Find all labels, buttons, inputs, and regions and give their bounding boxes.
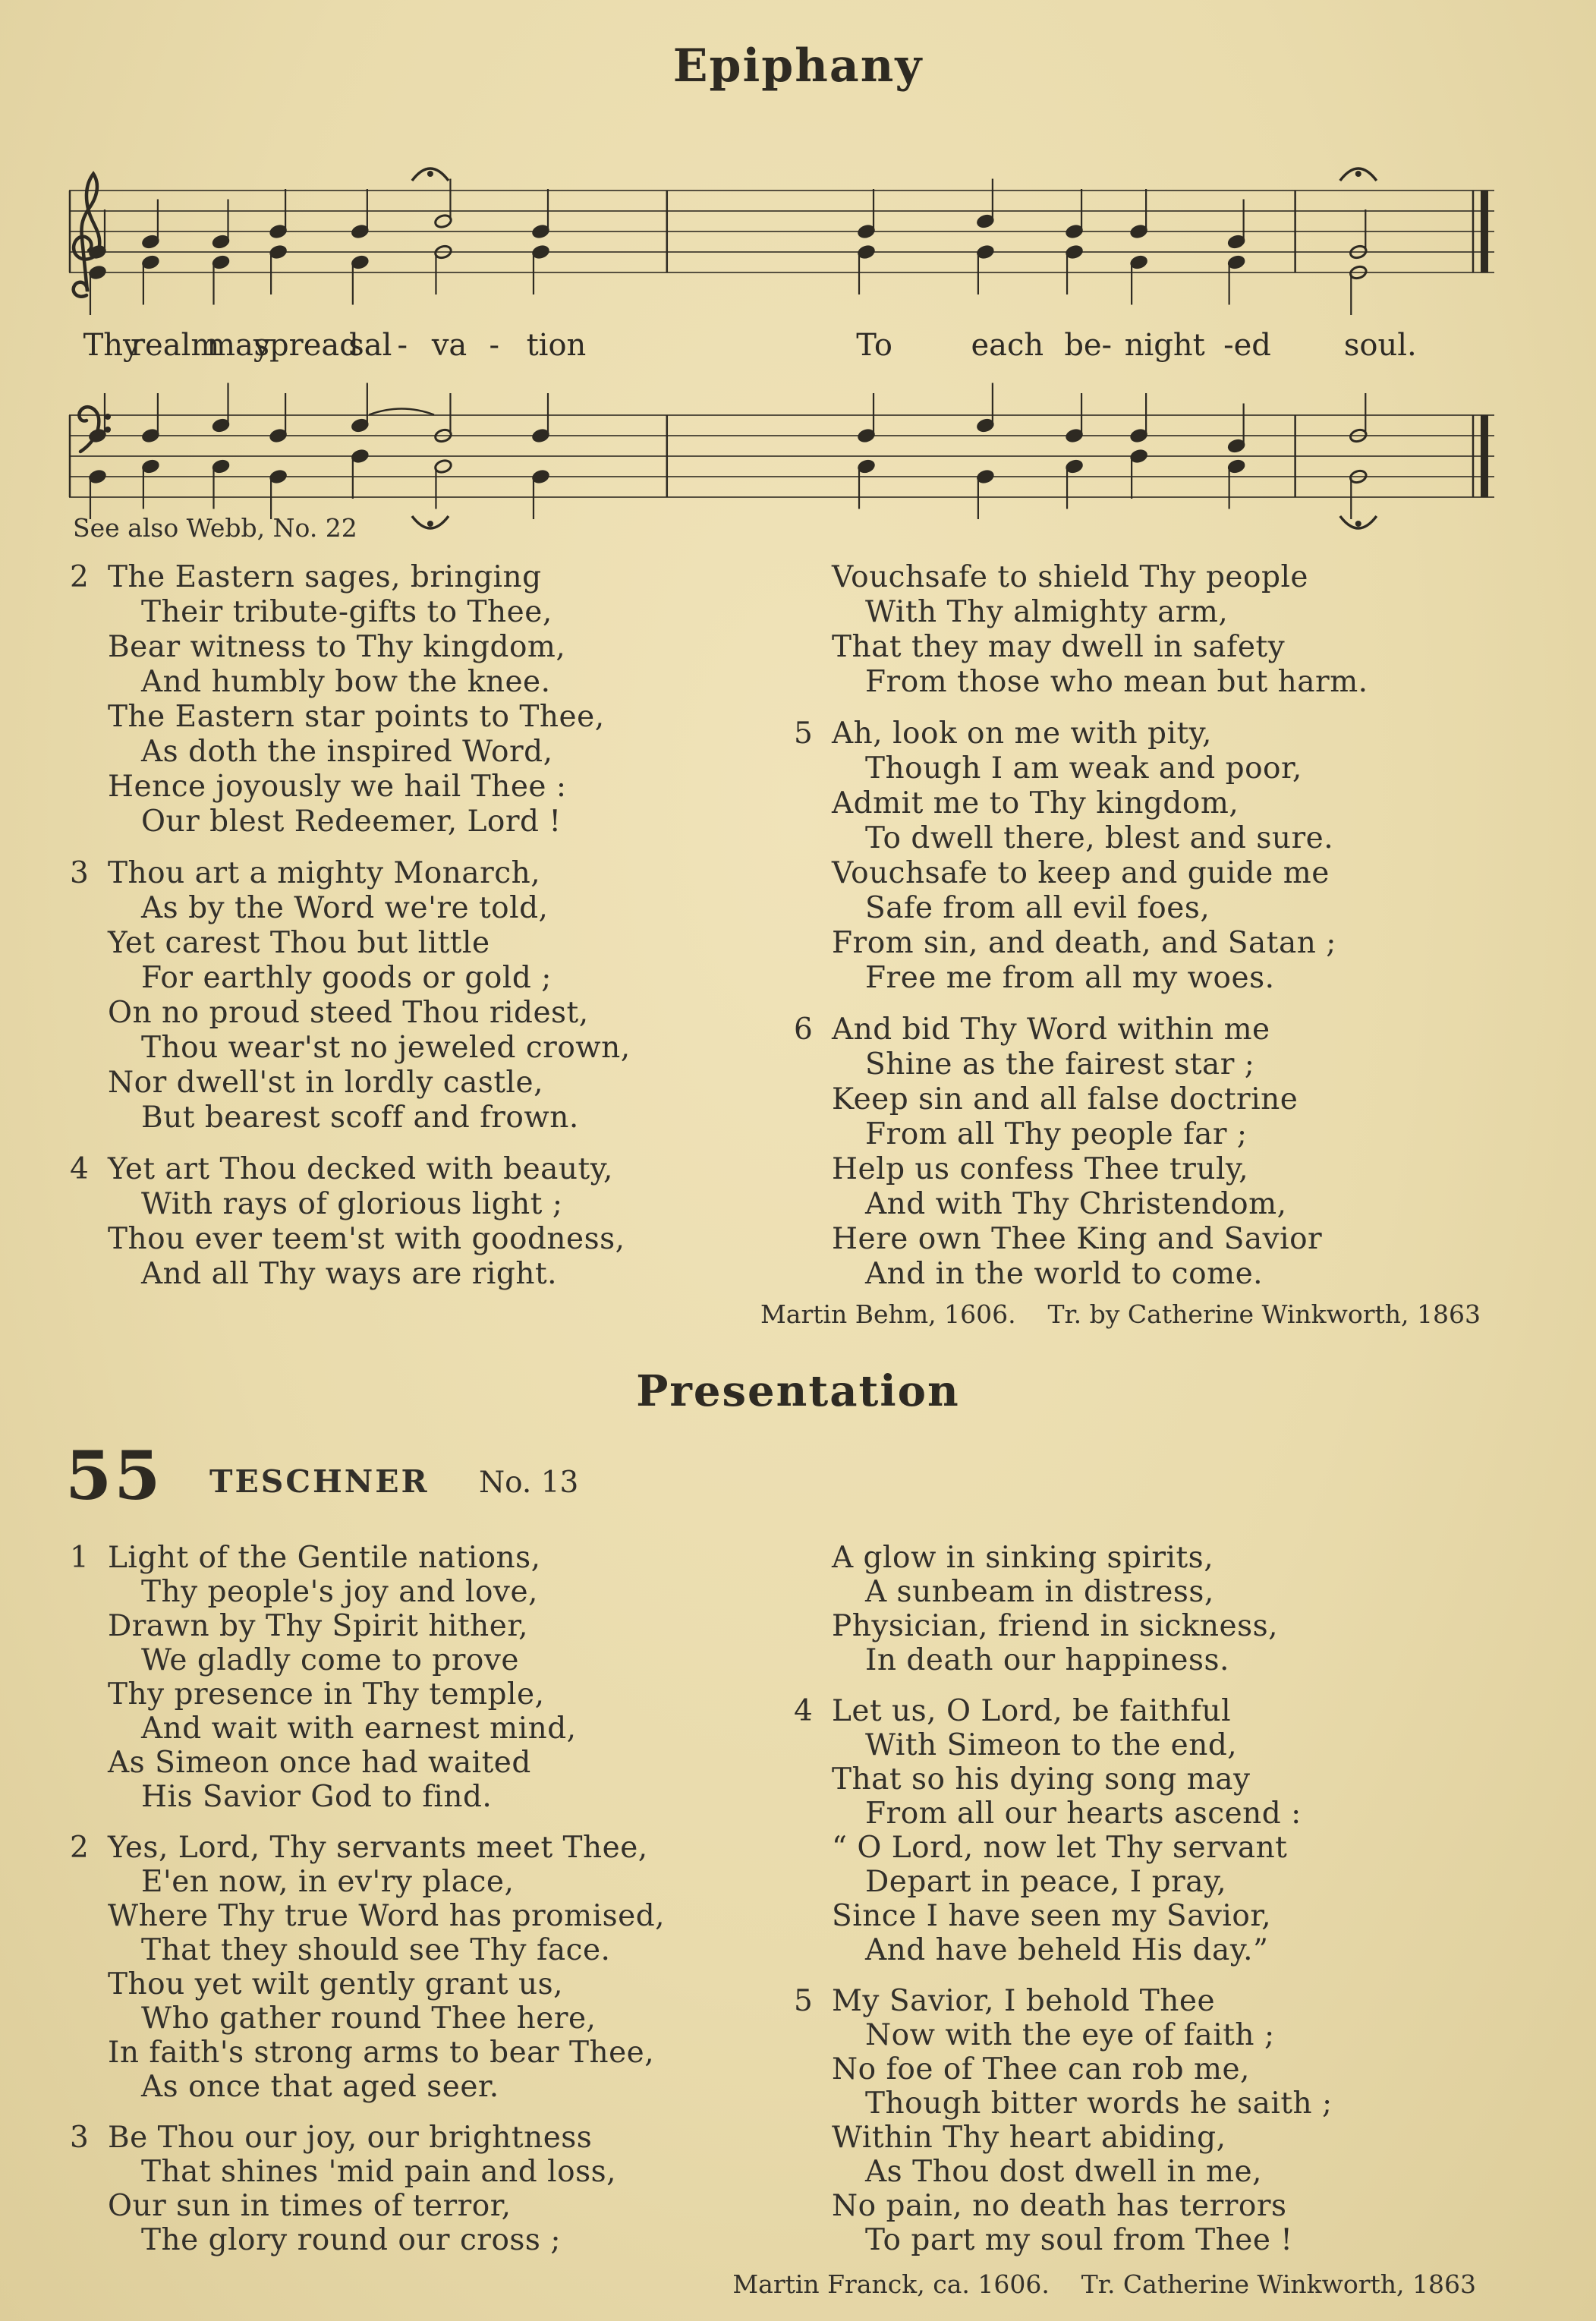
note-event (434, 179, 452, 295)
verse-line: Since I have seen my Savior, (832, 1899, 1272, 1933)
verse-number: 5 (794, 1984, 814, 2018)
note-event (88, 209, 106, 315)
hymn55-left-column (70, 1541, 792, 2274)
lyric-syllable: - (397, 328, 408, 363)
verse-line: Where Thy true Word has promised, (108, 1899, 666, 1933)
verse-line: As Simeon once had waited (108, 1746, 531, 1780)
see-also-note: See also Webb, No. 22 (73, 513, 357, 543)
lyric-syllable: each (971, 328, 1044, 363)
verse-line: Our sun in times of terror, (108, 2189, 512, 2223)
verse-line: Safe from all evil foes, (865, 891, 1210, 925)
note-event (1065, 189, 1083, 294)
verse-line: Free me from all my woes. (865, 961, 1275, 995)
final-barline-thick (1481, 191, 1488, 272)
verse-line: As by the Word we're told, (141, 891, 549, 925)
hymn1-attribution: Martin Behm, 1606. Tr. by Catherine Winkworth, 1863 (760, 1299, 1481, 1329)
bass-clef-dot (105, 427, 111, 433)
lyric-syllable: may (206, 328, 271, 363)
verse-line: For earthly goods or gold ; (141, 961, 552, 995)
hymn55-attribution: Martin Franck, ca. 1606. Tr. Catherine Winkworth, 1863 (732, 2269, 1476, 2299)
verse-line: A sunbeam in distress, (865, 1575, 1214, 1609)
verse-line: To dwell there, blest and sure. (865, 821, 1334, 855)
verse-line: Their tribute-gifts to Thee, (141, 595, 552, 629)
final-barline-thick (1481, 415, 1488, 497)
verse-line: As doth the inspired Word, (141, 735, 553, 769)
note-event (1065, 393, 1083, 509)
hymn-number: 55 (65, 1436, 163, 1515)
verse-line: From all Thy people far ; (865, 1117, 1248, 1151)
bass-clef-dot (105, 414, 111, 420)
verse-line: Physician, friend in sickness, (832, 1609, 1279, 1643)
lyric-syllable: soul. (1343, 328, 1417, 363)
verse (70, 1831, 792, 2104)
verse-line: That they may dwell in safety (832, 630, 1286, 664)
verse-line: In death our happiness. (865, 1643, 1229, 1677)
verse (794, 1541, 1560, 1677)
lyric-syllable: -ed (1223, 328, 1271, 363)
music-score (65, 149, 1499, 574)
verse-number: 4 (70, 1152, 90, 1186)
verse-number: 2 (70, 560, 90, 594)
verse-line: We gladly come to prove (141, 1643, 519, 1677)
note-event (976, 383, 994, 520)
verse-line: Though bitter words he saith ; (865, 2086, 1333, 2121)
verse-line: And have beheld His day.” (865, 1933, 1269, 1967)
lyric-syllable: be (1064, 328, 1102, 363)
verse-number: 3 (70, 856, 90, 890)
verse-line: From those who mean but harm. (865, 665, 1368, 699)
lyric-syllable: tion (526, 328, 587, 363)
verse-line: And wait with earnest mind, (141, 1712, 577, 1746)
verse-number: 5 (794, 716, 814, 751)
verse-line: Drawn by Thy Spirit hither, (108, 1609, 529, 1643)
hymn55-right-column (794, 1541, 1560, 2274)
verse (70, 1152, 792, 1292)
verse-number: 4 (794, 1694, 814, 1728)
fermata-icon (412, 516, 449, 528)
fermata-icon (1340, 516, 1377, 528)
verse (794, 716, 1560, 996)
verse-line: Yet art Thou decked with beauty, (108, 1152, 613, 1186)
verse-line: “ O Lord, now let Thy servant (832, 1831, 1288, 1865)
fermata-icon (1340, 168, 1377, 181)
note-event (857, 393, 875, 509)
note-event (1129, 189, 1147, 305)
verse-line: Here own Thee King and Savior (832, 1222, 1323, 1256)
verse-line: And bid Thy Word within me (832, 1012, 1270, 1047)
note-event (269, 189, 287, 294)
lyric-syllable: - (489, 328, 499, 363)
verse-line: The Eastern sages, bringing (108, 560, 542, 594)
lyric-syllable: spread (253, 328, 359, 363)
treble-staff (65, 149, 1499, 323)
lyric-line (65, 328, 1499, 367)
verse-line: Help us confess Thee truly, (832, 1152, 1249, 1186)
verse-line: As Thou dost dwell in me, (865, 2155, 1262, 2189)
verse-line: Admit me to Thy kingdom, (832, 786, 1239, 820)
verse-line: But bearest scoff and frown. (141, 1101, 579, 1135)
verse-line: On no proud steed Thou ridest, (108, 996, 589, 1030)
verse-line: From all our hearts ascend : (865, 1797, 1302, 1831)
verse-line: And with Thy Christendom, (865, 1187, 1287, 1221)
lyric-syllable: sal (348, 328, 392, 363)
hymn55-header (65, 1436, 976, 1533)
verse-line: In faith's strong arms to bear Thee, (108, 2036, 655, 2070)
verse-line: Now with the eye of faith ; (865, 2018, 1275, 2052)
verse-line: His Savior God to find. (141, 1780, 493, 1814)
verse-line: Within Thy heart abiding, (832, 2121, 1226, 2155)
lyric-syllable: To (856, 328, 892, 363)
verse-line: With Thy almighty arm, (865, 595, 1229, 629)
verse-line: My Savior, I behold Thee (832, 1984, 1216, 2018)
verse-line: Be Thou our joy, our brightness (108, 2121, 593, 2155)
hymn1-left-column (70, 560, 792, 1309)
verse-line: That they should see Thy face. (141, 1933, 611, 1967)
verse (794, 1694, 1560, 1967)
fermata-icon (412, 168, 449, 181)
section-title-presentation: Presentation (636, 1366, 960, 1416)
verse-line: And all Thy ways are right. (141, 1257, 558, 1291)
verse-line: Thou yet wilt gently grant us, (108, 1967, 564, 2001)
verse-line: Thy people's joy and love, (141, 1575, 538, 1609)
bass-clef-icon (79, 407, 99, 452)
verse-number: 2 (70, 1831, 90, 1865)
verse-line: Keep sin and all false doctrine (832, 1082, 1299, 1116)
lyric-syllable: night (1124, 328, 1205, 363)
verse-line: That so his dying song may (832, 1762, 1251, 1797)
verse-line: Who gather round Thee here, (141, 2001, 597, 2036)
lyric-syllable: - (1101, 328, 1112, 363)
verse-line: To part my soul from Thee ! (865, 2223, 1293, 2257)
verse-line: From sin, and death, and Satan ; (832, 926, 1336, 960)
lyric-syllable: Thy (83, 328, 140, 363)
hymn1-right-column (794, 560, 1560, 1309)
verse (70, 856, 792, 1135)
verse-number: 3 (70, 2121, 90, 2155)
verse (794, 560, 1560, 700)
verse-line: With rays of glorious light ; (141, 1187, 563, 1221)
verse-line: The glory round our cross ; (141, 2223, 561, 2257)
note-event (212, 383, 230, 509)
note-event (141, 393, 159, 509)
verse-line: Yet carest Thou but little (108, 926, 490, 960)
tie-curve (369, 409, 434, 415)
verse (70, 2121, 792, 2257)
verse-line: And humbly bow the knee. (141, 665, 551, 699)
verse-line: With Simeon to the end, (865, 1728, 1238, 1762)
verse-line: Yes, Lord, Thy servants meet Thee, (108, 1831, 648, 1865)
note-event (351, 189, 369, 305)
verse-line: Depart in peace, I pray, (865, 1865, 1227, 1899)
verse-line: The Eastern star points to Thee, (108, 700, 605, 734)
verse-line: Shine as the fairest star ; (865, 1047, 1255, 1082)
tune-name: TESCHNER (209, 1463, 430, 1500)
tune-reference: No. 13 (479, 1466, 579, 1500)
verse-number: 6 (794, 1012, 814, 1047)
note-event (976, 179, 994, 295)
verse-line: That shines 'mid pain and loss, (141, 2155, 617, 2189)
verse-line: Thou ever teem'st with goodness, (108, 1222, 625, 1256)
verse-line: Though I am weak and poor, (865, 751, 1302, 786)
staff-lines (69, 415, 1494, 497)
lyric-syllable: realm (130, 328, 220, 363)
verse-line: A glow in sinking spirits, (832, 1541, 1214, 1575)
verse-line: No pain, no death has terrors (832, 2189, 1287, 2223)
verse-line: As once that aged seer. (141, 2070, 499, 2104)
verse-line: Let us, O Lord, be faithful (832, 1694, 1232, 1728)
note-event (351, 383, 369, 499)
verse-line: Hence joyously we hail Thee : (108, 770, 567, 804)
note-event (434, 393, 452, 509)
verse (794, 1984, 1560, 2257)
verse (70, 1541, 792, 1814)
verse-line: Ah, look on me with pity, (832, 716, 1212, 751)
verse (70, 560, 792, 839)
verse-line: Thou wear'st no jeweled crown, (141, 1031, 631, 1065)
verse-line: No foe of Thee can rob me, (832, 2052, 1250, 2086)
page-title-epiphany: Epiphany (672, 39, 924, 93)
verse-line: Bear witness to Thy kingdom, (108, 630, 566, 664)
verse-line: Thou art a mighty Monarch, (108, 856, 541, 890)
verse-line: Nor dwell'st in lordly castle, (108, 1066, 544, 1100)
verse-line: Light of the Gentile nations, (108, 1541, 541, 1575)
verse-line: E'en now, in ev'ry place, (141, 1865, 515, 1899)
note-event (531, 189, 549, 294)
verse-line: And in the world to come. (865, 1257, 1264, 1291)
verse-line: Vouchsafe to shield Thy people (832, 560, 1308, 594)
note-event (1349, 209, 1368, 315)
lyric-syllable: va (431, 328, 467, 363)
verse-line: Our blest Redeemer, Lord ! (141, 805, 562, 839)
verse-line: Vouchsafe to keep and guide me (832, 856, 1330, 890)
note-event (1129, 393, 1147, 499)
note-event (857, 189, 875, 294)
verse (794, 1012, 1560, 1292)
verse-number: 1 (70, 1541, 90, 1575)
verse-line: Thy presence in Thy temple, (108, 1677, 545, 1712)
